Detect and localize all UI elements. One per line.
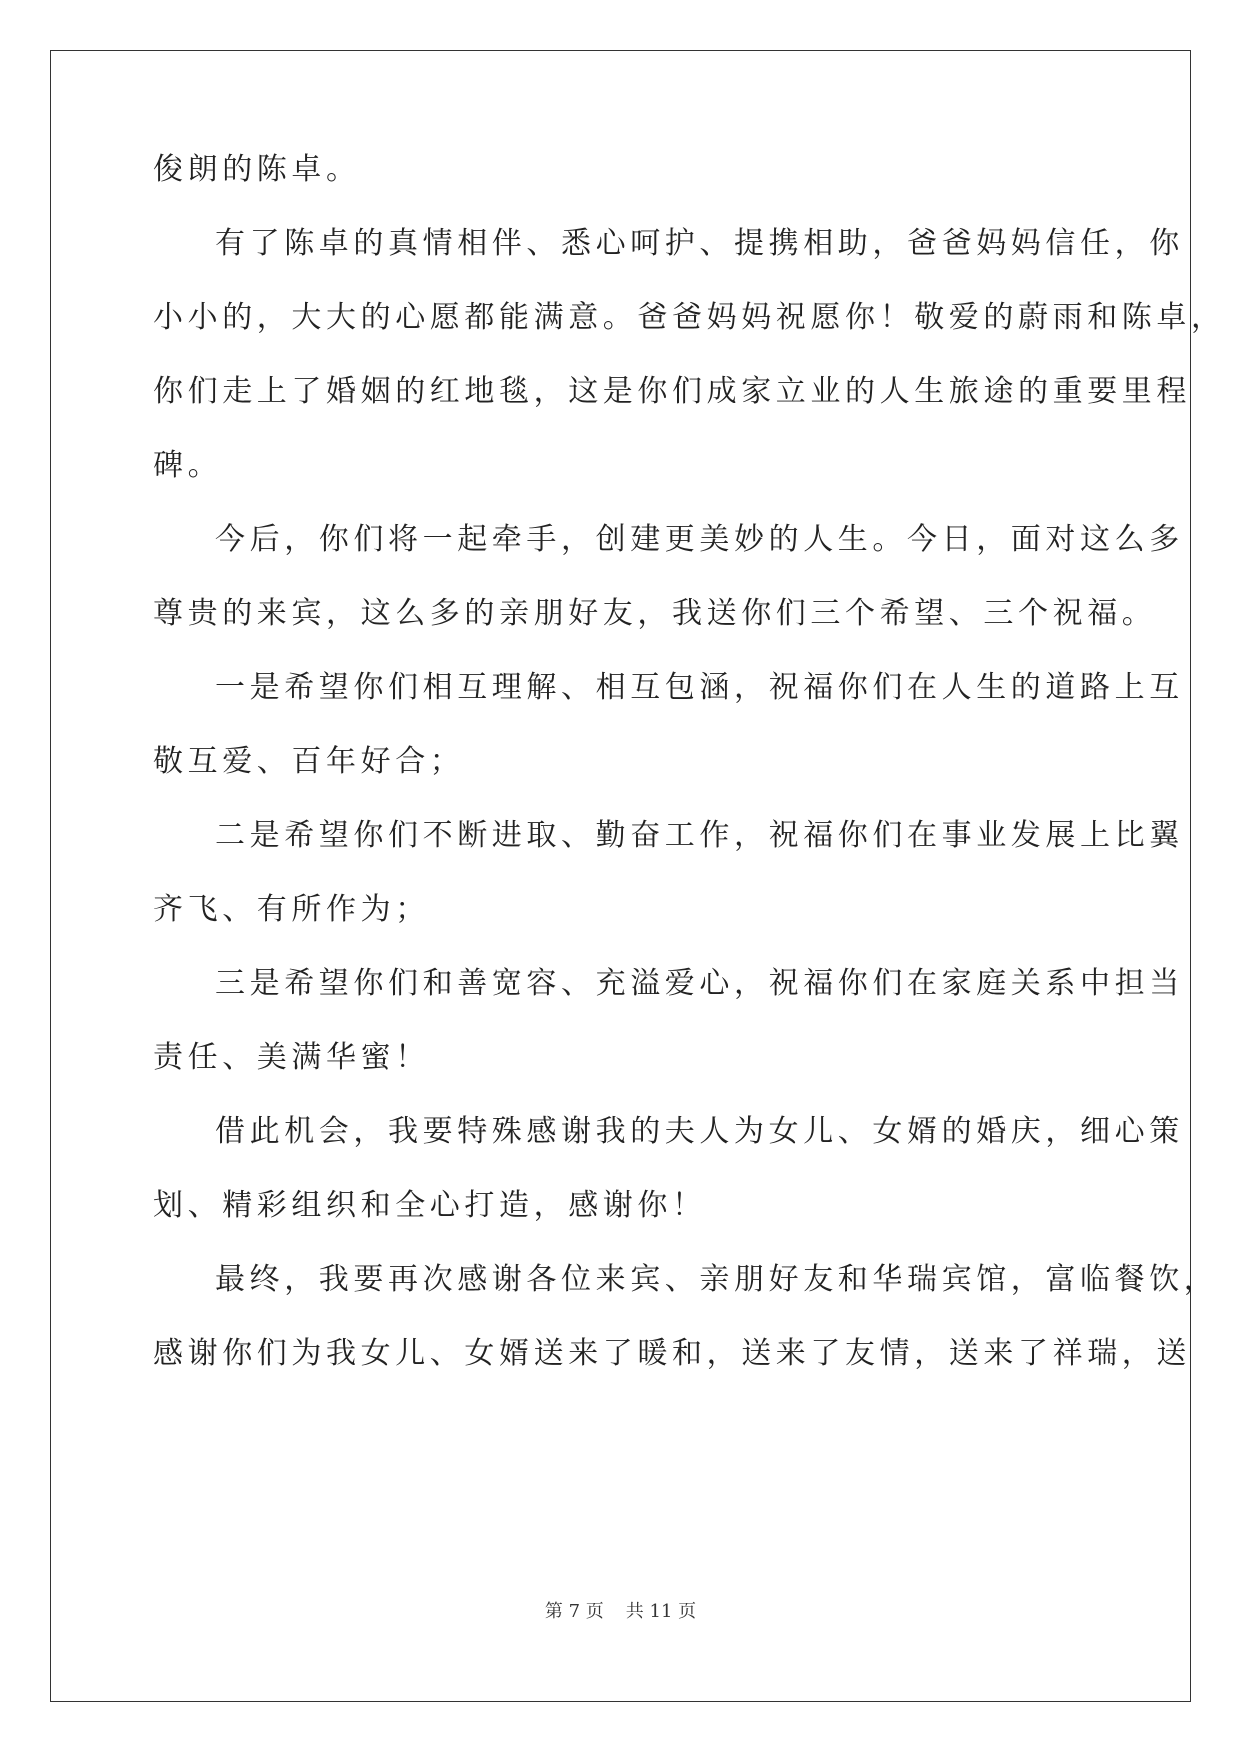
text-line: 今后，你们将一起牵手，创建更美妙的人生。今日，面对这么多 <box>215 522 1184 557</box>
text-line: 责任、美满华蜜！ <box>153 1040 430 1075</box>
text-line: 小小的，大大的心愿都能满意。爸爸妈妈祝愿你！敬爱的蔚雨和陈卓， <box>153 300 1226 335</box>
text-line: 敬互爱、百年好合； <box>153 744 465 779</box>
text-line: 划、精彩组织和全心打造，感谢你！ <box>153 1188 707 1223</box>
page-total: 共 11 页 <box>625 1601 697 1622</box>
text-line: 碑。 <box>153 448 223 483</box>
text-line: 二是希望你们不断进取、勤奋工作，祝福你们在事业发展上比翼 <box>215 818 1184 853</box>
text-line: 感谢你们为我女儿、女婿送来了暖和，送来了友情，送来了祥瑞，送 <box>153 1336 1191 1371</box>
text-line: 尊贵的来宾，这么多的亲朋好友，我送你们三个希望、三个祝福。 <box>153 596 1157 631</box>
page-number: 第 7 页 <box>544 1601 604 1622</box>
text-line: 你们走上了婚姻的红地毯，这是你们成家立业的人生旅途的重要里程 <box>153 374 1191 409</box>
text-line: 俊朗的陈卓。 <box>153 152 361 187</box>
text-line: 有了陈卓的真情相伴、悉心呵护、提携相助，爸爸妈妈信任，你 <box>215 226 1184 261</box>
text-line: 借此机会，我要特殊感谢我的夫人为女儿、女婿的婚庆，细心策 <box>215 1114 1184 1149</box>
text-line: 最终，我要再次感谢各位来宾、亲朋好友和华瑞宾馆，富临餐饮， <box>215 1262 1219 1297</box>
text-line: 齐飞、有所作为； <box>153 892 430 927</box>
page-footer <box>0 1600 1241 1624</box>
text-line: 一是希望你们相互理解、相互包涵，祝福你们在人生的道路上互 <box>215 670 1184 705</box>
text-line: 三是希望你们和善宽容、充溢爱心，祝福你们在家庭关系中担当 <box>215 966 1184 1001</box>
